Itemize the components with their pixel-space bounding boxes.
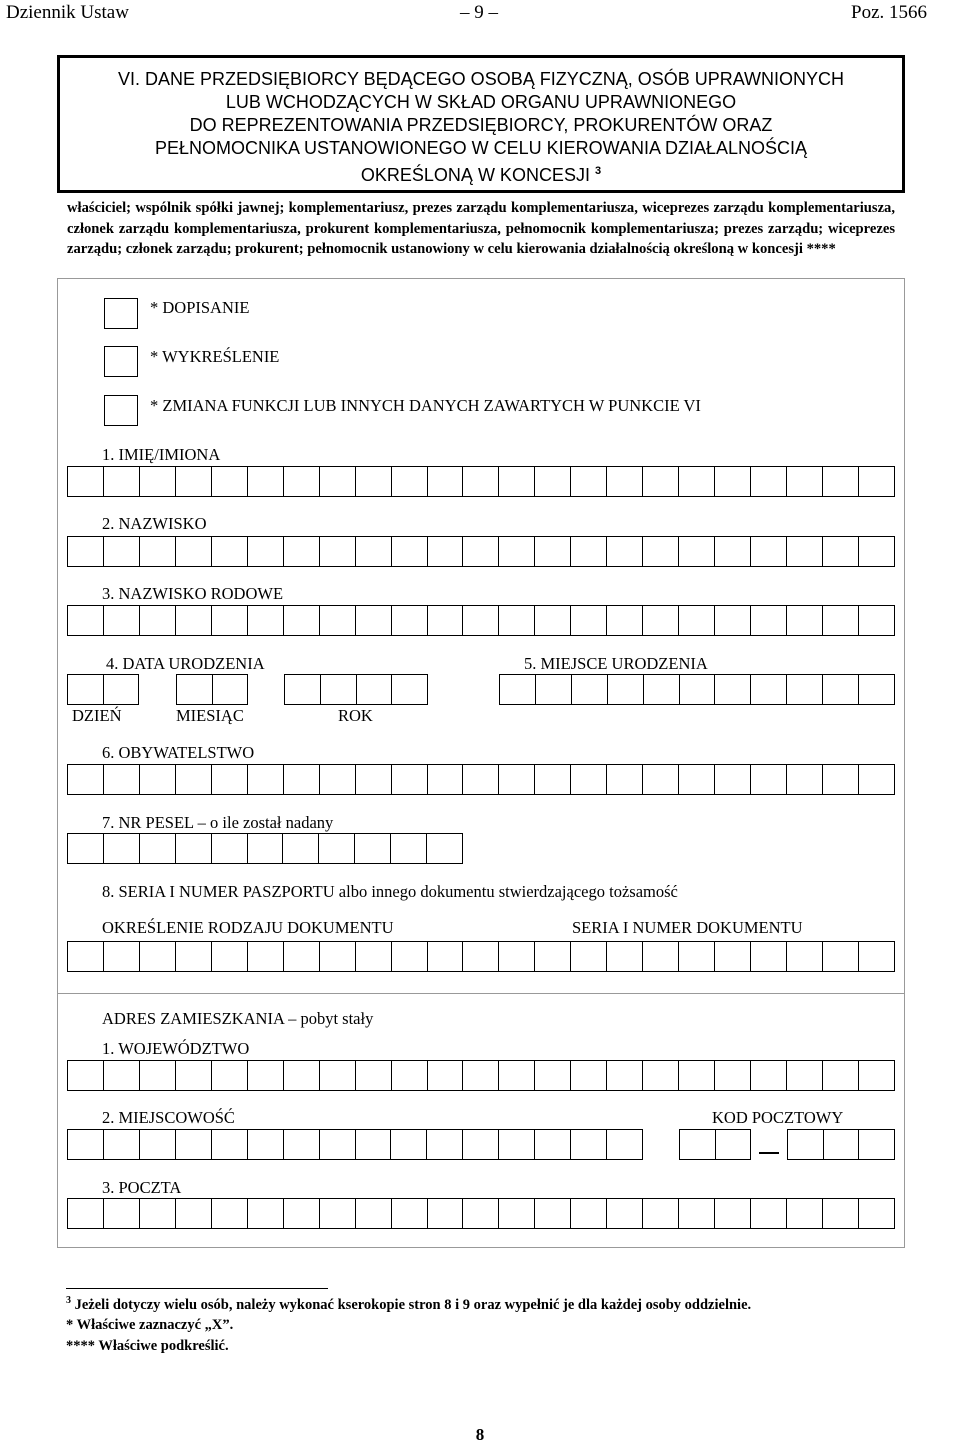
label-rodzaj-dokumentu: OKREŚLENIE RODZAJU DOKUMENTU xyxy=(102,918,394,937)
label-seria-dokumentu: SERIA I NUMER DOKUMENTU xyxy=(572,918,803,937)
page-marker: – 9 – xyxy=(460,2,498,23)
footnote-3: $^3$ Jeżeli dotyczy wielu osób, należy wykonać kserokopie stron 8 i 9 oraz wypełnić je dla każdej osoby oddzielnie. xyxy=(66,1295,752,1313)
title-line: DO REPREZENTOWANIA PRZEDSIĘBIORCY, PROKURENTÓW ORAZ xyxy=(189,115,773,135)
label-miesiac: MIESIĄC xyxy=(176,706,244,725)
option-dopisanie-label: * DOPISANIE xyxy=(150,298,250,317)
footnote-rule xyxy=(66,1288,328,1289)
input-dokument[interactable] xyxy=(67,941,895,972)
input-obywatelstwo[interactable] xyxy=(67,764,895,795)
label-nazwisko: 2. NAZWISKO xyxy=(102,514,207,533)
title-line: PEŁNOMOCNIKA USTANOWIONEGO W CELU KIEROWANIA DZIAŁALNOŚCIĄ xyxy=(154,138,808,158)
title-line: VI. DANE PRZEDSIĘBIORCY BĘDĄCEGO OSOBĄ FIZYCZNĄ, OSÓB UPRAWNIONYCH xyxy=(117,69,845,89)
label-wojewodztwo: 1. WOJEWÓDZTWO xyxy=(102,1039,250,1058)
form-frame xyxy=(57,278,905,1248)
input-nazwisko[interactable] xyxy=(67,536,895,567)
title-line: OKREŚLONĄ W KONCESJI $^3$ xyxy=(360,165,602,185)
label-poczta: 3. POCZTA xyxy=(102,1178,182,1197)
section-title-box xyxy=(57,55,905,193)
label-miejscowosc: 2. MIEJSCOWOŚĆ xyxy=(102,1108,235,1127)
label-dzien: DZIEŃ xyxy=(72,706,122,725)
input-miesiac[interactable] xyxy=(176,674,248,705)
section-title xyxy=(60,68,902,187)
title-line: LUB WCHODZĄCYCH W SKŁAD ORGANU UPRAWNIONEGO xyxy=(225,92,737,112)
label-nazwisko-rodowe: 3. NAZWISKO RODOWE xyxy=(102,584,284,603)
journal-name: Dziennik Ustaw xyxy=(6,2,129,23)
role-description[interactable]: właściciel; wspólnik spółki jawnej; komplementariusz, prezes zarządu komplementariusza, wiceprezes zarządu komplementariusza, członek zarządu komplementariusza, prokurent komplementariusza, pełnomocnik komplementariusza; prezes zarządu; wiceprezes zarządu; członek zarządu; prokurent; pełnomocnik ustanowiony w celu kierowania działalnością określoną w koncesji **** xyxy=(67,200,895,257)
label-data-urodzenia: 4. DATA URODZENIA xyxy=(106,654,265,673)
input-miejsce-urodzenia[interactable] xyxy=(499,674,895,705)
input-kod-part1[interactable] xyxy=(679,1129,751,1160)
postal-code-dash xyxy=(759,1152,779,1154)
input-rok[interactable] xyxy=(284,674,428,705)
input-imie[interactable] xyxy=(67,466,895,497)
option-wykreslenie-label: * WYKREŚLENIE xyxy=(150,347,280,366)
label-paszport: 8. SERIA I NUMER PASZPORTU albo innego dokumentu stwierdzającego tożsamość xyxy=(102,882,678,901)
input-wojewodztwo[interactable] xyxy=(67,1060,895,1091)
page-number: 8 xyxy=(475,1425,485,1444)
input-kod-part2[interactable] xyxy=(787,1129,895,1160)
label-obywatelstwo: 6. OBYWATELSTWO xyxy=(102,743,255,762)
input-miejscowosc[interactable] xyxy=(67,1129,643,1160)
input-nazwisko-rodowe[interactable] xyxy=(67,605,895,636)
checkbox-zmiana[interactable] xyxy=(104,395,138,426)
label-miejsce-urodzenia: 5. MIEJSCE URODZENIA xyxy=(524,654,708,673)
position-number: Poz. 1566 xyxy=(851,2,927,23)
label-imie: 1. IMIĘ/IMIONA xyxy=(102,445,221,464)
option-zmiana-label: * ZMIANA FUNKCJI LUB INNYCH DANYCH ZAWARTYCH W PUNKCIE VI xyxy=(150,396,701,415)
input-dzien[interactable] xyxy=(67,674,139,705)
address-heading: ADRES ZAMIESZKANIA – pobyt stały xyxy=(102,1009,374,1028)
checkbox-wykreslenie[interactable] xyxy=(104,346,138,377)
label-rok: ROK xyxy=(338,706,373,725)
label-pesel: 7. NR PESEL – o ile został nadany xyxy=(102,813,334,832)
footnote-4star: **** Właściwe podkreślić. xyxy=(66,1338,229,1354)
checkbox-dopisanie[interactable] xyxy=(104,298,138,329)
label-kod-pocztowy: KOD POCZTOWY xyxy=(712,1108,844,1127)
footnote-star: * Właściwe zaznaczyć „X”. xyxy=(66,1317,234,1333)
section-separator xyxy=(57,993,905,994)
input-poczta[interactable] xyxy=(67,1198,895,1229)
input-pesel[interactable] xyxy=(67,833,463,864)
footnote-ref: 3 xyxy=(594,165,602,177)
